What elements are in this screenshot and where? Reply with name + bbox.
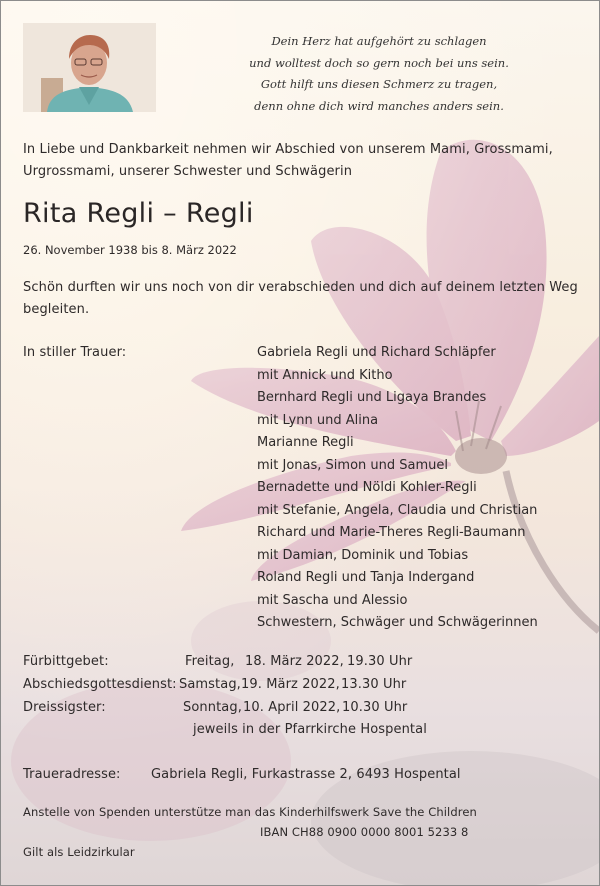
intro-line: Urgrossmami, unserer Schwester und Schwägerin: [23, 164, 353, 179]
relative-line: mit Jonas, Simon und Samuel: [257, 457, 448, 473]
poem-line: Gott hilft uns diesen Schmerz zu tragen,: [260, 77, 498, 91]
poem: [241, 31, 517, 117]
event-label-prayer: Fürbittgebet:: [23, 654, 109, 669]
poem-line: und wolltest doch so gern noch bei uns sein.: [249, 55, 509, 70]
event-day-service: Samstag,: [179, 677, 241, 692]
event-date-thirtieth: 10. April 2022,: [243, 700, 341, 715]
relatives-list: [257, 342, 538, 635]
event-day-prayer: Freitag,: [185, 654, 235, 669]
address-value: Gabriela Regli, Furkastrasse 2, 6493 Hospental: [151, 767, 461, 782]
deceased-name: Rita Regli – Regli: [23, 198, 254, 229]
relative-line: Marianne Regli: [257, 435, 354, 450]
relative-line: mit Lynn und Alina: [257, 412, 379, 428]
relative-line: mit Annick und Kitho: [257, 367, 393, 383]
relative-line: Roland Regli und Tanja Indergand: [257, 570, 475, 585]
life-dates: 26. November 1938 bis 8. März 2022: [23, 243, 237, 257]
event-time-prayer: 19.30 Uhr: [347, 654, 413, 669]
donation-text: Anstelle von Spenden unterstütze man das Kinderhilfswerk Save the Children: [23, 805, 477, 819]
intro-line: In Liebe und Dankbarkeit nehmen wir Abschied von unserem Mami, Grossmami,: [23, 142, 553, 157]
mourning-label: In stiller Trauer:: [23, 345, 127, 360]
event-date-service: 19. März 2022,: [241, 677, 340, 692]
event-date-prayer: 18. März 2022,: [245, 654, 344, 669]
donation-iban: IBAN CH88 0900 0000 8001 5233 8: [260, 825, 469, 839]
relative-line: Bernhard Regli und Ligaya Brandes: [257, 390, 487, 405]
event-day-thirtieth: Sonntag,: [183, 700, 242, 715]
circular-note: Gilt als Leidzirkular: [23, 845, 135, 859]
relative-line: mit Damian, Dominik und Tobias: [257, 547, 469, 563]
events-location: jeweils in der Pfarrkirche Hospental: [193, 722, 427, 737]
event-time-service: 13.30 Uhr: [341, 677, 407, 692]
event-label-thirtieth: Dreissigster:: [23, 700, 106, 715]
farewell-line: Schön durften wir uns noch von dir verabschieden und dich auf deinem letzten Weg: [23, 280, 578, 295]
relative-line: Bernadette und Nöldi Kohler-Regli: [257, 480, 477, 495]
poem-line: denn ohne dich wird manches anders sein.: [254, 98, 504, 113]
address-label: Traueradresse:: [23, 767, 121, 782]
relative-line: Richard und Marie-Theres Regli-Baumann: [257, 525, 526, 540]
relative-line: mit Sascha und Alessio: [257, 592, 408, 608]
event-time-thirtieth: 10.30 Uhr: [342, 700, 408, 715]
event-label-service: Abschiedsgottesdienst:: [23, 677, 177, 692]
relative-line: Schwestern, Schwäger und Schwägerinnen: [257, 615, 538, 630]
relative-line: Gabriela Regli und Richard Schläpfer: [257, 345, 496, 360]
relative-line: mit Stefanie, Angela, Claudia und Christian: [257, 502, 538, 518]
poem-line: Dein Herz hat aufgehört zu schlagen: [271, 34, 487, 48]
portrait-photo: [23, 23, 156, 112]
farewell-line: begleiten.: [23, 302, 90, 317]
